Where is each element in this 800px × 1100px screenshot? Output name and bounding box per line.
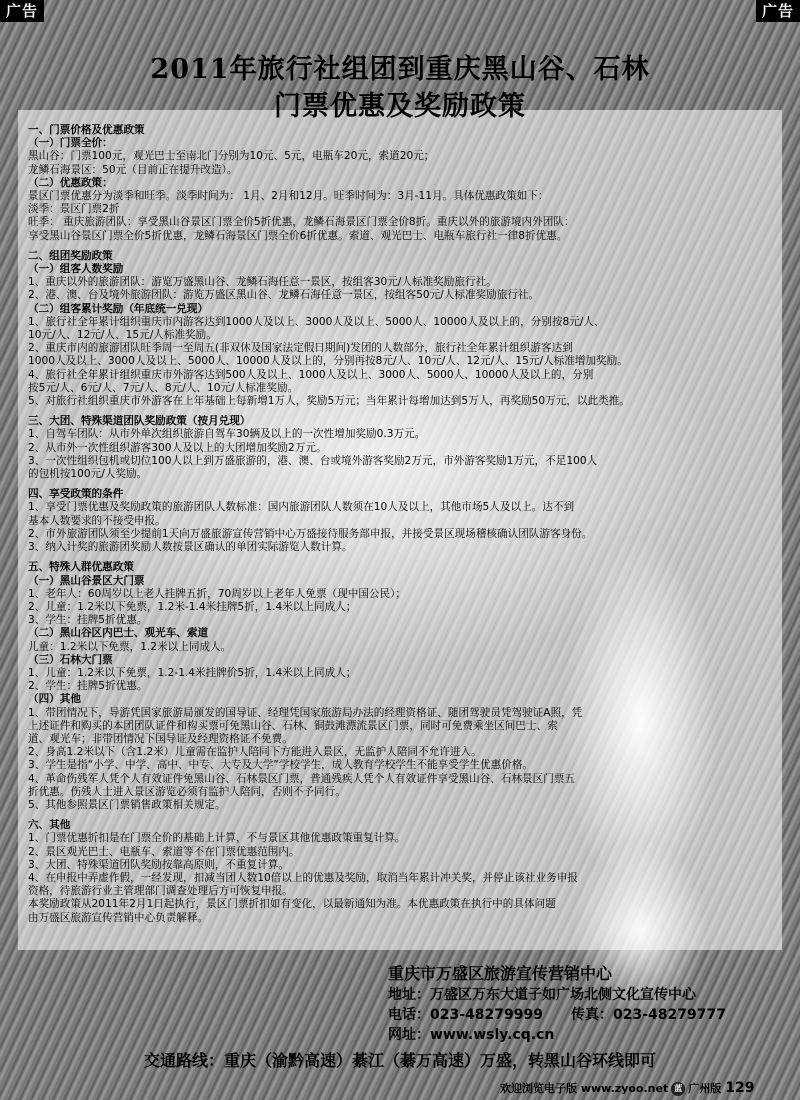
policy-line: 按5元/人、6元/人、7元/人、8元/人、10元/人标准奖励。 bbox=[28, 381, 299, 394]
policy-line: 3、学生：挂牌5折优惠。 bbox=[28, 614, 148, 627]
footer-site-link[interactable]: www.zyoo.net bbox=[580, 1082, 669, 1095]
subsection-heading: （一）组客人数奖励 bbox=[28, 263, 124, 276]
title-line-2: 门票优惠及奖励政策 bbox=[274, 91, 526, 122]
policy-line: 资格，待旅游行业主管理部门调查处理后方可恢复申报。 bbox=[28, 885, 293, 898]
policy-line: 1、老年人：60周岁以上老人挂牌五折，70周岁以上老年人免票（现中国公民）； bbox=[28, 587, 406, 600]
policy-content bbox=[28, 124, 776, 925]
address-label: 地址： bbox=[388, 987, 430, 1003]
contact-block bbox=[388, 963, 788, 1045]
section-gap bbox=[28, 243, 776, 250]
policy-line: 4、在申报中弄虚作假，一经发现，扣减当团人数10倍以上的优惠及奖励，取消当年累计冲关奖，并停止该社业务申报 bbox=[28, 871, 578, 884]
policy-line: 1、重庆以外的旅游团队：游览万盛黑山谷、龙鳞石海任意一景区，按组客30元/人标准奖励旅行社。 bbox=[28, 276, 497, 289]
section-heading: 六、其他 bbox=[28, 819, 71, 832]
policy-line: 2、港、澳、台及境外旅游团队：游览万盛区黑山谷、龙鳞石海任意一景区，按组客50元/人标准奖励旅行社。 bbox=[28, 289, 540, 302]
ad-label-right: 广告 bbox=[756, 0, 800, 22]
web-line bbox=[388, 1025, 788, 1045]
policy-line: 3、学生是指“小学、中学、高中、中专、大专及大学”学校学生，成人教育学校学生不能享受学生优惠价格。 bbox=[28, 759, 534, 772]
policy-line: 折优惠。伤残人士进入景区游览必须有监护人陪同，否则不予同行。 bbox=[28, 785, 346, 798]
address-value: 万盛区万东大道子如广场北侧文化宣传中心 bbox=[430, 987, 696, 1003]
section-gap bbox=[28, 812, 776, 819]
policy-line: 上述证件和购买的本团团队证件和构买票可免黑山谷、石林、铜鼓滩漂流景区门票，同时可免费乘坐区间巴士、索 bbox=[28, 719, 558, 732]
policy-line: 本奖励政策从2011年2月1日起执行，景区门票折扣如有变化，以最新通知为准。本优惠政策在执行中的具体问题 bbox=[28, 898, 556, 911]
section-heading: 一、门票价格及优惠政策 bbox=[28, 124, 145, 136]
page-footer bbox=[500, 1078, 796, 1098]
section-gap bbox=[28, 481, 776, 488]
policy-line: 1、自驾车团队：从市外单次组织旅游自驾车30辆及以上的一次性增加奖励0.3万元。 bbox=[28, 428, 426, 441]
section-heading: 三、大团、特殊渠道团队奖励政策（按月兑现） bbox=[28, 415, 251, 428]
policy-line: 的包机按100元/人奖励。 bbox=[28, 468, 148, 481]
policy-line: 2、重庆市内的旅游团队旺季周一至周五(非双休及国家法定假日期间)发团的人数部分，旅行社全年累计组织游客达到 bbox=[28, 342, 573, 355]
policy-line: 由万盛区旅游宣传营销中心负责解释。 bbox=[28, 911, 209, 924]
fax-value: 023-48279777 bbox=[612, 1007, 726, 1023]
policy-line: 2、从市外一次性组织游客300人及以上的大团增加奖励2万元。 bbox=[28, 441, 327, 454]
policy-line: 1、门票优惠折扣是在门票全价的基础上计算，不与景区其他优惠政策重复计算。 bbox=[28, 832, 406, 845]
policy-line: 1、享受门票优惠及奖励政策的旅游团队人数标准：国内旅游团队人数须在10人及以上，其他市场5人及以上。达不到 bbox=[28, 501, 575, 514]
policy-line: 2、市外旅游团队须至少提前1天向万盛旅游宣传营销中心万盛接待服务部申报，并接受景区现场稽核确认团队游客身份。 bbox=[28, 527, 593, 540]
footer-edition: 广州版 bbox=[688, 1082, 722, 1095]
address-line bbox=[388, 985, 788, 1005]
subsection-heading: （一）门票全价： bbox=[28, 137, 113, 150]
policy-line: 基本人数要求的不接受申报。 bbox=[28, 514, 166, 527]
phone-value: 023-48279999 bbox=[430, 1007, 543, 1023]
web-link[interactable]: www.wsly.cq.cn bbox=[430, 1027, 555, 1043]
seal-icon: 蓝 bbox=[671, 1082, 685, 1096]
policy-line: 1000人及以上、3000人及以上、5000人、10000人及以上的，分别再按8元/人、10元/人、12元/人、15元/人标准增加奖励。 bbox=[28, 355, 628, 368]
policy-line: 1、旅行社全年累计组织重庆市内游客达到1000人及以上、3000人及以上、5000人、10000人及以上的，分别按8元/人、 bbox=[28, 315, 605, 328]
subsection-heading: （三）石林大门票 bbox=[28, 653, 113, 666]
transport-label: 交通路线： bbox=[143, 1051, 224, 1070]
policy-line: 儿童：1.2米以下免票，1.2米以上同成人。 bbox=[28, 640, 232, 653]
phone-label: 电话： bbox=[388, 1007, 430, 1023]
policy-line: 4、旅行社全年累计组织重庆市外游客达到500人及以上、1000人及以上、3000人、5000人、10000人及以上的，分别 bbox=[28, 368, 594, 381]
policy-line: 1、儿童：1.2米以下免票，1.2-1.4米挂牌价5折，1.4米以上同成人； bbox=[28, 666, 357, 679]
section-gap bbox=[28, 408, 776, 415]
policy-line: 道、观光车；非带团情况下国导证及经理资格证不免费。 bbox=[28, 732, 293, 745]
policy-line: 龙鳞石海景区：50元（目前正在提升改造）。 bbox=[28, 163, 238, 176]
policy-line: 10元/人、12元/人、15元/人标准奖励。 bbox=[28, 329, 217, 342]
subsection-heading: （二）组客累计奖励（年底统一兑现） bbox=[28, 302, 209, 315]
subsection-heading: （四）其他 bbox=[28, 693, 81, 706]
subsection-heading: （二）优惠政策： bbox=[28, 176, 113, 189]
policy-line: 景区门票优惠分为淡季和旺季。淡季时间为： 1月、2月和12月。旺季时间为：3月-11月。具体优惠政策如下： bbox=[28, 190, 549, 203]
transport-route bbox=[0, 1048, 800, 1071]
policy-line: 5、其他参照景区门票销售政策相关规定。 bbox=[28, 798, 226, 811]
policy-line: 3、一次性组织包机或切位100人以上到万盛旅游的，港、澳、台或境外游客奖励2万元，市外游客奖励1万元，不足100人 bbox=[28, 454, 598, 467]
policy-line: 2、学生：挂牌5折优惠。 bbox=[28, 680, 148, 693]
section-gap bbox=[28, 554, 776, 561]
policy-line: 2、身高1.2米以下（含1.2米）儿童需在监护人陪同下方能进入景区，无监护人陪同不允许进入。 bbox=[28, 746, 482, 759]
policy-line: 2、景区观光巴士、电瓶车、索道等不在门票优惠范围内。 bbox=[28, 845, 300, 858]
policy-line: 1、带团情况下，导游凭国家旅游局颁发的国导证、经理凭国家旅游局办法的经理资格证、随团驾驶员凭驾驶证A照，凭 bbox=[28, 706, 583, 719]
org-name: 重庆市万盛区旅游宣传营销中心 bbox=[388, 964, 613, 983]
policy-line: 4、革命伤残军人凭个人有效证件免黑山谷、石林景区门票，普通残疾人凭个人有效证件享受黑山谷、石林景区门票五 bbox=[28, 772, 576, 785]
transport-text: 重庆（渝黔高速）綦江（綦万高速）万盛，转黑山谷环线即可 bbox=[224, 1051, 657, 1070]
footer-welcome: 欢迎浏览电子版 bbox=[500, 1082, 577, 1095]
phone-line bbox=[388, 1005, 788, 1025]
section-heading: 二、组团奖励政策 bbox=[28, 249, 113, 262]
policy-line: 淡季：景区门票2折 bbox=[28, 203, 120, 216]
subsection-heading: （一）黑山谷景区大门票 bbox=[28, 574, 145, 587]
ad-label-left: 广告 bbox=[0, 0, 44, 22]
page-number: 129 bbox=[725, 1080, 755, 1096]
policy-line: 2、儿童：1.2米以下免票，1.2米-1.4米挂牌5折，1.4米以上同成人； bbox=[28, 600, 357, 613]
fax-label: 传真： bbox=[570, 1007, 613, 1023]
policy-line: 5、对旅行社组织重庆市外游客在上年基础上每新增1万人，奖励5万元；当年累计每增加达到5万人，再奖励50万元，以此类推。 bbox=[28, 395, 630, 408]
subsection-heading: （二）黑山谷区内巴士、观光车、索道 bbox=[28, 627, 209, 640]
title-line-1: 2011年旅行社组团到重庆黑山谷、石林 bbox=[150, 54, 650, 85]
policy-line: 旺季： 重庆旅游团队：享受黑山谷景区门票全价5折优惠，龙鳞石海景区门票全价8折。重庆以外的旅游境内外团队： bbox=[28, 216, 575, 229]
policy-line: 黑山谷：门票100元，观光巴士至南北门分别为10元、5元，电瓶车20元，索道20元； bbox=[28, 150, 435, 163]
policy-line: 3、大团、特殊渠道团队奖励按靠高原则，不重复计算。 bbox=[28, 858, 289, 871]
web-label: 网址： bbox=[388, 1027, 430, 1043]
section-heading: 四、享受政策的条件 bbox=[28, 488, 124, 501]
policy-line: 3、纳入计奖的旅游团奖励人数按景区确认的单团实际游览人数计算。 bbox=[28, 541, 353, 554]
policy-line: 享受黑山谷景区门票全价5折优惠，龙鳞石海景区门票全价6折优惠。索道、观光巴士、电瓶车旅行社一律8折优惠。 bbox=[28, 229, 568, 242]
section-heading: 五、特殊人群优惠政策 bbox=[28, 561, 134, 574]
